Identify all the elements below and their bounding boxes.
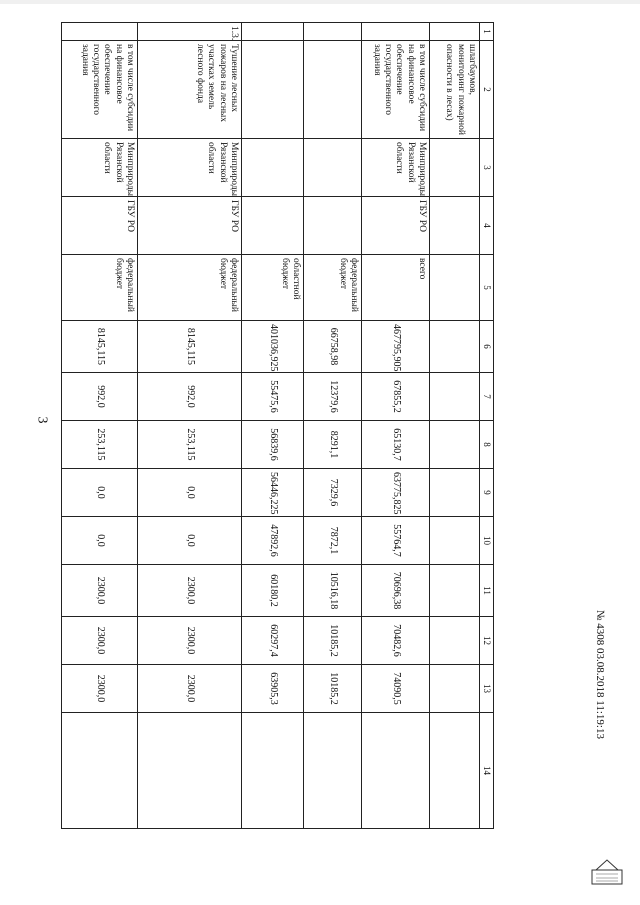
value-year: 74090,5 — [362, 665, 430, 713]
co-executor — [304, 197, 362, 255]
emblem-logo — [590, 856, 624, 886]
value-year: 63775,825 — [362, 469, 430, 517]
column-header: 10 — [480, 517, 494, 565]
responsible-executor — [242, 139, 304, 197]
value-year: 7872,1 — [304, 517, 362, 565]
value-year: 60297,4 — [242, 617, 304, 665]
value-year: 65130,7 — [362, 421, 430, 469]
value-year: 2300,0 — [138, 665, 242, 713]
expected-result — [430, 713, 480, 829]
value-year: 67855,2 — [362, 373, 430, 421]
row-number — [242, 23, 304, 41]
table-row — [304, 23, 362, 829]
value-year — [430, 469, 480, 517]
row-number — [362, 23, 430, 41]
funding-source: всего — [362, 255, 430, 321]
value-year — [430, 665, 480, 713]
column-header: 9 — [480, 469, 494, 517]
value-year: 47892,6 — [242, 517, 304, 565]
column-header: 11 — [480, 565, 494, 617]
value-total: 467795,905 — [362, 321, 430, 373]
budget-table — [61, 22, 494, 829]
value-year: 0,0 — [62, 469, 138, 517]
column-header: 3 — [480, 139, 494, 197]
responsible-executor — [304, 139, 362, 197]
document-registration-stamp: № 4308 03.08.2018 11:19:13 — [594, 610, 606, 739]
column-header: 1 — [480, 23, 494, 41]
value-year: 63905,3 — [242, 665, 304, 713]
value-total — [430, 321, 480, 373]
responsible-executor: Минприроды Рязанской области — [62, 139, 138, 197]
value-year: 56839,6 — [242, 421, 304, 469]
column-header: 8 — [480, 421, 494, 469]
expected-result — [362, 713, 430, 829]
measure-name: Тушение лесных пожаров на лесных участках земель лесного фонда — [138, 41, 242, 139]
responsible-executor — [430, 139, 480, 197]
column-header: 14 — [480, 713, 494, 829]
value-year: 10185,2 — [304, 617, 362, 665]
column-header: 7 — [480, 373, 494, 421]
value-year: 992,0 — [138, 373, 242, 421]
table-row — [430, 23, 480, 829]
measure-name — [304, 41, 362, 139]
value-year — [430, 421, 480, 469]
value-year: 70482,6 — [362, 617, 430, 665]
value-total: 8145,115 — [62, 321, 138, 373]
value-year: 10516,18 — [304, 565, 362, 617]
column-header: 12 — [480, 617, 494, 665]
value-year: 55475,6 — [242, 373, 304, 421]
value-total: 66758,98 — [304, 321, 362, 373]
value-year: 0,0 — [138, 517, 242, 565]
row-number: 1.3. — [138, 23, 242, 41]
measure-name: в том числе субсидии на финансовое обеспечение государственного задания — [62, 41, 138, 139]
value-total: 8145,115 — [138, 321, 242, 373]
value-year: 2300,0 — [138, 617, 242, 665]
header-row — [480, 23, 494, 829]
value-year: 10185,2 — [304, 665, 362, 713]
co-executor — [242, 197, 304, 255]
table-row — [242, 23, 304, 829]
value-year: 7329,6 — [304, 469, 362, 517]
responsible-executor: Минприроды Рязанской области — [138, 139, 242, 197]
co-executor — [430, 197, 480, 255]
funding-source — [430, 255, 480, 321]
value-year: 253,115 — [138, 421, 242, 469]
value-year: 2300,0 — [62, 565, 138, 617]
value-year: 2300,0 — [62, 617, 138, 665]
measure-name: в том числе субсидии на финансовое обеспечение государственного задания — [362, 41, 430, 139]
column-header: 5 — [480, 255, 494, 321]
column-header: 4 — [480, 197, 494, 255]
funding-source: областной бюджет — [242, 255, 304, 321]
rotated-table-container — [66, 22, 494, 828]
page-number: 3 — [34, 416, 50, 424]
expected-result — [62, 713, 138, 829]
value-year — [430, 373, 480, 421]
value-year: 0,0 — [138, 469, 242, 517]
column-header: 2 — [480, 41, 494, 139]
row-number — [304, 23, 362, 41]
table-row — [362, 23, 430, 829]
value-year — [430, 617, 480, 665]
value-year: 253,115 — [62, 421, 138, 469]
expected-result — [242, 713, 304, 829]
column-header: 13 — [480, 665, 494, 713]
value-year: 12379,6 — [304, 373, 362, 421]
measure-name: шлагбаумов, мониторинг пожарной опасности в лесах) — [430, 41, 480, 139]
value-year: 2300,0 — [62, 665, 138, 713]
value-year: 56446,225 — [242, 469, 304, 517]
value-year: 2300,0 — [138, 565, 242, 617]
co-executor: ГБУ РО — [138, 197, 242, 255]
value-year: 992,0 — [62, 373, 138, 421]
value-year: 8291,1 — [304, 421, 362, 469]
funding-source: федеральный бюджет — [62, 255, 138, 321]
value-year: 0,0 — [62, 517, 138, 565]
scan-edge — [0, 0, 640, 4]
measure-name — [242, 41, 304, 139]
value-year: 60180,2 — [242, 565, 304, 617]
value-year — [430, 565, 480, 617]
co-executor: ГБУ РО — [62, 197, 138, 255]
table-row — [62, 23, 138, 829]
expected-result — [138, 713, 242, 829]
value-year — [430, 517, 480, 565]
funding-source: федеральный бюджет — [304, 255, 362, 321]
table-row — [138, 23, 242, 829]
row-number — [430, 23, 480, 41]
expected-result — [304, 713, 362, 829]
row-number — [62, 23, 138, 41]
column-header: 6 — [480, 321, 494, 373]
table-wrapper — [66, 22, 494, 828]
value-year: 70696,38 — [362, 565, 430, 617]
responsible-executor: Минприроды Рязанской области — [362, 139, 430, 197]
value-year: 55764,7 — [362, 517, 430, 565]
co-executor: ГБУ РО — [362, 197, 430, 255]
value-total: 401036,925 — [242, 321, 304, 373]
funding-source: федеральный бюджет — [138, 255, 242, 321]
